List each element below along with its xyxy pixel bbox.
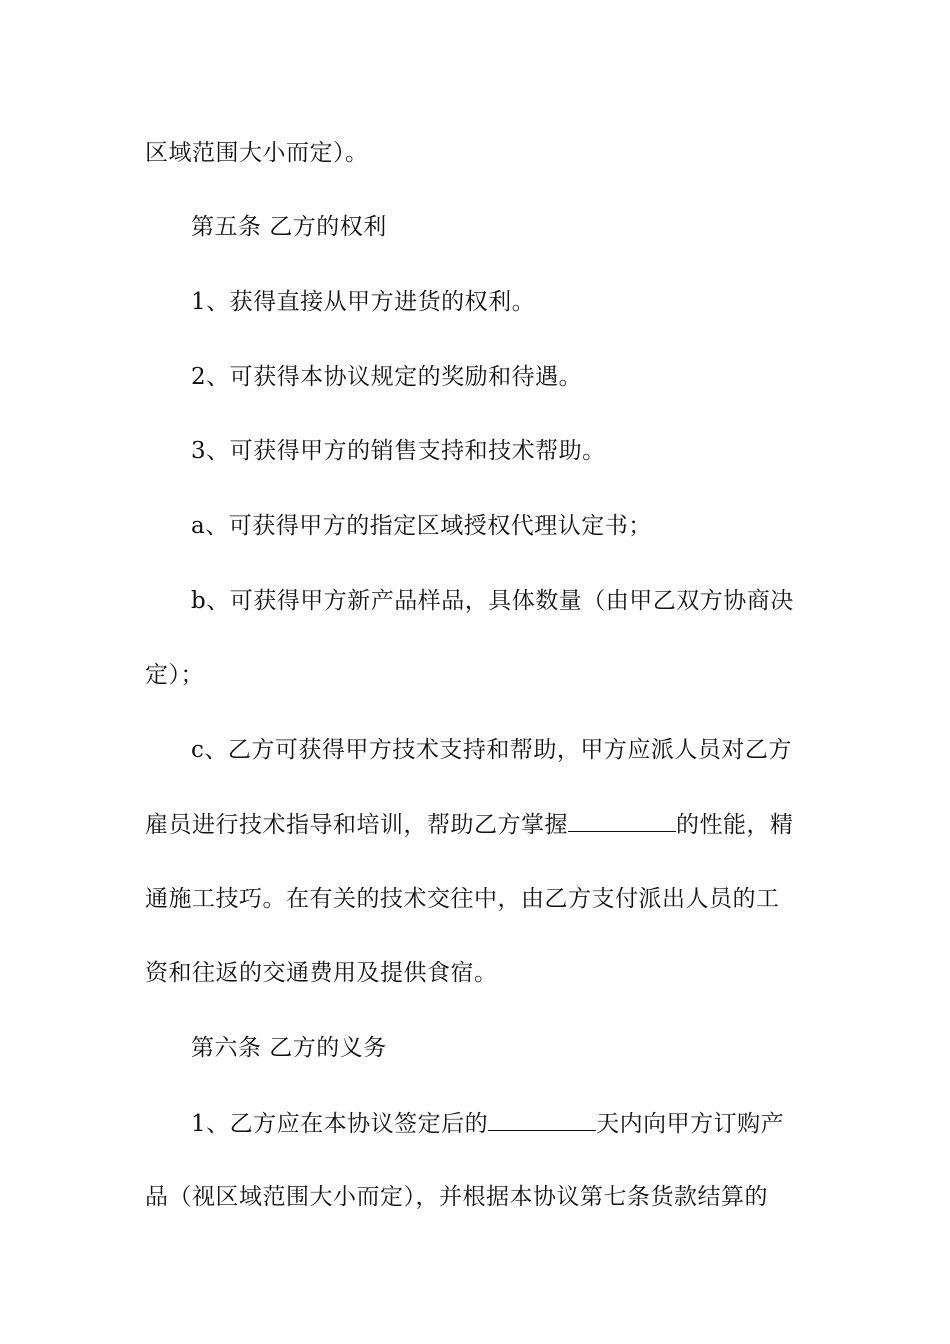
paragraph-line: 1、获得直接从甲方进货的权利。 (191, 289, 536, 315)
paragraph-line-with-blank (191, 1108, 851, 1139)
paragraph-line: 品（视区域范围大小而定），并根据本协议第七条货款结算的 (145, 1184, 768, 1210)
article-five-heading: 第五条 乙方的权利 (191, 214, 387, 240)
article-six-heading: 第六条 乙方的义务 (191, 1035, 387, 1061)
text-segment: 雇员进行技术指导和培训，帮助乙方掌握 (145, 812, 568, 838)
paragraph-line-with-blank (145, 809, 805, 840)
paragraph-line: 资和往返的交通费用及提供食宿。 (145, 960, 498, 986)
paragraph-line: c、乙方可获得甲方技术支持和帮助，甲方应派人员对乙方 (191, 737, 792, 763)
paragraph-line: 通施工技巧。在有关的技术交往中，由乙方支付派出人员的工 (145, 886, 780, 912)
paragraph-line: a、可获得甲方的指定区域授权代理认定书； (191, 513, 652, 539)
paragraph-line: b、可获得甲方新产品样品，具体数量（由甲乙双方协商决 (191, 588, 794, 614)
paragraph-line: 区域范围大小而定）。 (145, 140, 369, 166)
paragraph-line: 3、可获得甲方的销售支持和技术帮助。 (191, 438, 606, 464)
text-segment: 的性能，精 (676, 812, 794, 838)
paragraph-line: 2、可获得本协议规定的奖励和待遇。 (191, 364, 583, 390)
text-segment: 1、乙方应在本协议签定后的 (191, 1111, 489, 1137)
text-segment: 天内向甲方订购产 (596, 1111, 785, 1137)
paragraph-line: 定）； (145, 662, 204, 688)
fill-in-blank (568, 809, 676, 832)
fill-in-blank (488, 1108, 596, 1131)
